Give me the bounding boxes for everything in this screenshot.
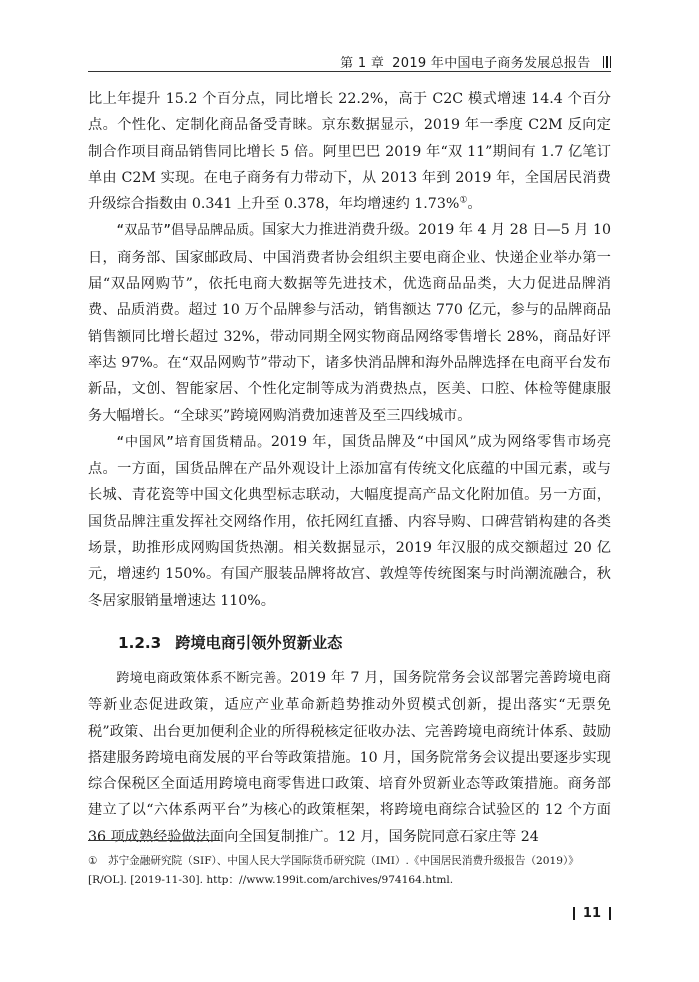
paragraph-text: 2019 年，国货品牌及“中国风”成为网络零售市场亮点。一方面，国货品牌在产品外观设计上添加富有传统文化底蕴的中国元素，或与长城、青花瓷等中国文化典型标志联动，大幅度提高产品文化附加值。另一方面，国货品牌注重发挥社交网络作用，依托网红直播、内容导购、口碑营销构建的各类场景，助推形成网购国货热潮。相关数据显示，2019 年汉服的成交额超过 20 亿元，增速约 150%。有国产服装品牌将故宫、敦煌等传统图案与时尚潮流融合，秋冬居家服销量增速达 110%。	[88, 433, 612, 609]
footnote-rule	[88, 840, 220, 841]
footnote-text: 苏宁金融研究院（SIF）、中国人民大学国际货币研究院（IMI）.《中国居民消费升级报告（2019）》[R/OL]. [2019-11-30]. http：//www.199it.com/archives/974164.html.	[88, 855, 579, 886]
paragraph-text: 国家大力推进消费升级。2019 年 4 月 28 日—5 月 10 日，商务部、国家邮政局、中国消费者协会组织主要电商企业、快递企业举办第一届“双品网购节”，依托电商大数据等先进技术，优选商品品类，大力促进品牌消费、品质消费。超过 10 万个品牌参与活动，销售额达 770 亿元，参与的品牌商品销售额同比增长超过 32%，带动同期全网实物商品网络零售增长 28%，商品好评率达 97%。在“双品网购节”带动下，诸多快消品牌和海外品牌选择在电商平台发布新品，文创、智能家居、个性化定制等成为消费热点，医美、口腔、体检等健康服务大幅增长。“全球买”跨境网购消费加速普及至三四线城市。	[88, 222, 611, 424]
paragraph-end: 。	[467, 196, 482, 213]
footnote-mark: ①	[88, 855, 98, 867]
page-number-block	[573, 906, 611, 921]
paragraph-lead: 跨境电商政策体系不断完善。	[116, 670, 290, 686]
paragraph-china-style	[88, 429, 611, 614]
footnote-ref[interactable]: ①	[459, 195, 468, 206]
page-bar-left	[573, 907, 575, 920]
section-heading	[88, 631, 611, 655]
header-bars-decoration	[603, 56, 612, 68]
header-title: 2019 年中国电子商务发展总报告	[392, 56, 591, 71]
page-body	[88, 86, 611, 850]
header-rule	[88, 71, 611, 72]
chapter-label: 第 1 章	[340, 56, 385, 71]
paragraph-lead: “双品节”倡导品牌品质。	[116, 223, 263, 239]
paragraph-text: 比上年提升 15.2 个百分点，同比增长 22.2%，高于 C2C 模式增速 14.4 个百分点。个性化、定制化商品备受青睐。京东数据显示，2019 年一季度 C2M 反向定制合作项目商品销售同比增长 5 倍。阿里巴巴 2019 年“双 11”期间有 1.7 亿笔订单由 C2M 实现。在电子商务有力带动下，从 2013 年到 2019 年，全国居民消费升级综合指数由 0.341 上升至 0.378，年均增速约 1.73%	[88, 91, 611, 213]
section-number: 1.2.3	[118, 633, 162, 652]
paragraph-text: 2019 年 7 月，国务院常务会议部署完善跨境电商等新业态促进政策，适应产业革命新趋势推动外贸模式创新，提出落实“无票免税”政策、出台更加便利企业的所得税核定征收办法、完善跨境电商统计体系、鼓励搭建服务跨境电商发展的平台等政策措施。10 月，国务院常务会议提出要逐步实现综合保税区全面适用跨境电商零售进口政策、培育外贸新业态等政策措施。商务部建立了以“六体系两平台”为核心的政策框架，将跨境电商综合试验区的 12 个方面 36 项成熟经验做法面向全国复制推广。12 月，国务院同意石家庄等 24	[88, 669, 611, 845]
section-title: 跨境电商引领外贸新业态	[175, 633, 343, 652]
paragraph-continued	[88, 86, 611, 217]
page-bar-right	[609, 907, 611, 920]
running-header	[340, 52, 611, 71]
paragraph-double-product-festival	[88, 217, 611, 428]
paragraph-cross-border-policy	[88, 665, 611, 850]
page-number: 11	[582, 906, 601, 921]
paragraph-lead: “中国风”培育国货精品。	[116, 434, 271, 450]
footnote	[88, 852, 611, 890]
